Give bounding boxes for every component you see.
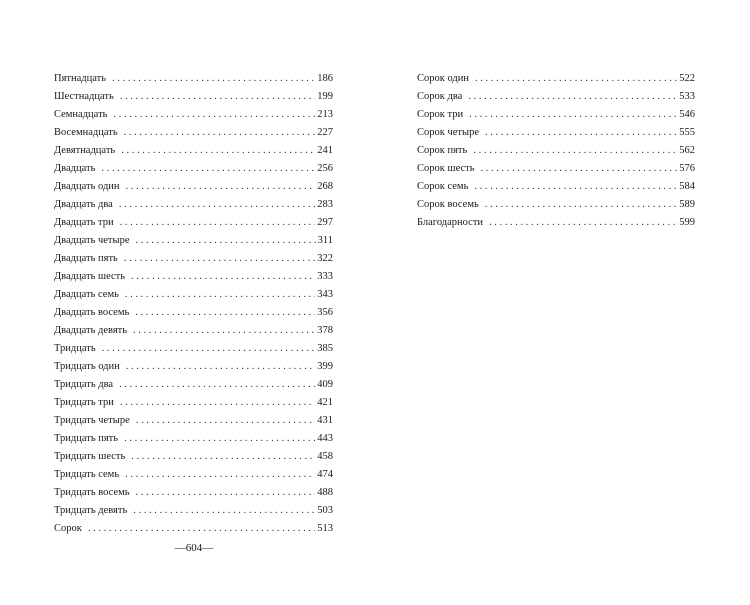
dot-leader — [124, 250, 315, 268]
toc-entry-page: 213 — [317, 109, 333, 120]
toc-entry-page: 599 — [679, 217, 695, 228]
toc-entry-page: 322 — [317, 253, 333, 264]
toc-entry-page: 589 — [679, 199, 695, 210]
dot-leader — [112, 70, 315, 88]
toc-entry-title: Тридцать шесть — [54, 451, 126, 462]
toc-entry — [417, 88, 695, 106]
toc-entry-page: 562 — [679, 145, 695, 156]
dot-leader — [120, 214, 316, 232]
dot-leader — [133, 322, 315, 340]
toc-entry-page: 283 — [317, 199, 333, 210]
dot-leader — [121, 142, 315, 160]
toc-entry-page: 576 — [679, 163, 695, 174]
toc-entry-page: 378 — [317, 325, 333, 336]
toc-entry-title: Тридцать четыре — [54, 415, 130, 426]
toc-entry — [54, 196, 333, 214]
dot-leader — [126, 178, 316, 196]
toc-entry-page: 399 — [317, 361, 333, 372]
dot-leader — [136, 232, 316, 250]
toc-entry-title: Сорок семь — [417, 181, 469, 192]
dot-leader — [126, 358, 315, 376]
toc-entry-title: Тридцать семь — [54, 469, 120, 480]
toc-entry-title: Двадцать — [54, 163, 96, 174]
dot-leader — [469, 106, 677, 124]
toc-entry — [417, 178, 695, 196]
toc-entry-page: 199 — [317, 91, 333, 102]
toc-entry-title: Тридцать девять — [54, 505, 128, 516]
toc-entry-page: 333 — [317, 271, 333, 282]
dot-leader — [120, 88, 315, 106]
toc-entry-title: Тридцать три — [54, 397, 114, 408]
dot-leader — [475, 70, 677, 88]
dot-leader — [131, 448, 315, 466]
toc-entry-title: Восемнадцать — [54, 127, 118, 138]
toc-entry-page: 311 — [317, 235, 333, 246]
dot-leader — [136, 484, 316, 502]
dot-leader — [131, 268, 315, 286]
toc-entry — [417, 214, 695, 232]
toc-entry-title: Пятнадцать — [54, 73, 107, 84]
toc-entry — [54, 232, 333, 250]
toc-entry-title: Сорок пять — [417, 145, 468, 156]
toc-entry — [417, 106, 695, 124]
dot-leader — [119, 196, 315, 214]
toc-entry — [54, 106, 333, 124]
dot-leader — [136, 412, 316, 430]
toc-entry-page: 474 — [317, 469, 333, 480]
page-number: —604— — [174, 542, 214, 554]
toc-entry-page: 584 — [679, 181, 695, 192]
dot-leader — [135, 304, 315, 322]
toc-entry-page: 431 — [317, 415, 333, 426]
toc-entry — [54, 340, 333, 358]
toc-entry-page: 443 — [317, 433, 333, 444]
dot-leader — [120, 394, 315, 412]
toc-entry — [54, 358, 333, 376]
toc-entry-title: Двадцать семь — [54, 289, 119, 300]
dot-leader — [468, 88, 677, 106]
toc-entry — [417, 196, 695, 214]
toc-entry-title: Тридцать — [54, 343, 96, 354]
toc-entry — [417, 160, 695, 178]
toc-entry — [54, 304, 333, 322]
toc-entry — [54, 268, 333, 286]
toc-entry-title: Тридцать восемь — [54, 487, 130, 498]
toc-entry-title: Двадцать шесть — [54, 271, 126, 282]
toc-entry — [54, 394, 333, 412]
dot-leader — [489, 214, 677, 232]
toc-entry — [54, 160, 333, 178]
dot-leader — [481, 160, 678, 178]
dot-leader — [113, 106, 315, 124]
toc-entry-page: 555 — [679, 127, 695, 138]
dot-leader — [119, 376, 315, 394]
dot-leader — [88, 520, 315, 538]
toc-entry-page: 297 — [317, 217, 333, 228]
toc-entry — [54, 250, 333, 268]
dot-leader — [125, 466, 315, 484]
toc-entry — [54, 448, 333, 466]
toc-entry-page: 241 — [317, 145, 333, 156]
toc-entry-title: Сорок — [54, 523, 82, 534]
toc-entry-page: 186 — [317, 73, 333, 84]
dot-leader — [485, 196, 677, 214]
toc-entry-page: 409 — [317, 379, 333, 390]
toc-entry — [54, 178, 333, 196]
toc-left-column — [54, 70, 333, 538]
toc-entry-page: 356 — [317, 307, 333, 318]
toc-entry-title: Сорок три — [417, 109, 464, 120]
toc-entry — [54, 286, 333, 304]
toc-entry-title: Сорок один — [417, 73, 470, 84]
toc-entry-title: Двадцать девять — [54, 325, 128, 336]
toc-entry-title: Семнадцать — [54, 109, 108, 120]
toc-entry — [54, 484, 333, 502]
toc-entry — [417, 124, 695, 142]
toc-entry-title: Шестнадцать — [54, 91, 114, 102]
dot-leader — [473, 142, 677, 160]
toc-entry-page: 256 — [317, 163, 333, 174]
dot-leader — [101, 160, 315, 178]
toc-entry — [54, 322, 333, 340]
toc-entry-title: Двадцать четыре — [54, 235, 130, 246]
toc-entry-title: Сорок шесть — [417, 163, 475, 174]
toc-entry-title: Сорок восемь — [417, 199, 479, 210]
toc-entry-title: Сорок два — [417, 91, 463, 102]
toc-entry-title: Тридцать пять — [54, 433, 119, 444]
toc-entry-page: 503 — [317, 505, 333, 516]
toc-entry — [54, 466, 333, 484]
toc-entry-page: 513 — [317, 523, 333, 534]
toc-entry-title: Двадцать один — [54, 181, 120, 192]
toc-entry-page: 522 — [679, 73, 695, 84]
toc-entry-title: Благодарности — [417, 217, 484, 228]
toc-entry-title: Тридцать два — [54, 379, 114, 390]
dot-leader — [124, 430, 315, 448]
toc-entry — [54, 412, 333, 430]
toc-entry — [417, 70, 695, 88]
dot-leader — [474, 178, 677, 196]
toc-entry — [54, 376, 333, 394]
dot-leader — [485, 124, 677, 142]
toc-entry — [54, 124, 333, 142]
toc-entry — [54, 502, 333, 520]
toc-entry-page: 458 — [317, 451, 333, 462]
toc-entry-title: Сорок четыре — [417, 127, 479, 138]
toc-entry-page: 343 — [317, 289, 333, 300]
toc-entry — [54, 70, 333, 88]
dot-leader — [102, 340, 316, 358]
toc-entry — [54, 142, 333, 160]
toc-entry-page: 533 — [679, 91, 695, 102]
toc-entry-title: Двадцать пять — [54, 253, 118, 264]
dot-leader — [133, 502, 315, 520]
toc-entry-page: 421 — [317, 397, 333, 408]
toc-entry-page: 546 — [679, 109, 695, 120]
toc-entry-page: 227 — [317, 127, 333, 138]
dot-leader — [125, 286, 315, 304]
toc-entry-page: 268 — [317, 181, 333, 192]
dot-leader — [124, 124, 316, 142]
toc-entry-title: Девятнадцать — [54, 145, 116, 156]
toc-entry — [417, 142, 695, 160]
toc-entry — [54, 88, 333, 106]
toc-entry — [54, 430, 333, 448]
toc-right-column — [417, 70, 695, 232]
toc-entry-page: 488 — [317, 487, 333, 498]
toc-entry-title: Двадцать два — [54, 199, 113, 210]
toc-entry-title: Двадцать три — [54, 217, 114, 228]
toc-entry-page: 385 — [317, 343, 333, 354]
toc-entry-title: Двадцать восемь — [54, 307, 130, 318]
toc-entry — [54, 214, 333, 232]
toc-entry-title: Тридцать один — [54, 361, 120, 372]
toc-entry — [54, 520, 333, 538]
